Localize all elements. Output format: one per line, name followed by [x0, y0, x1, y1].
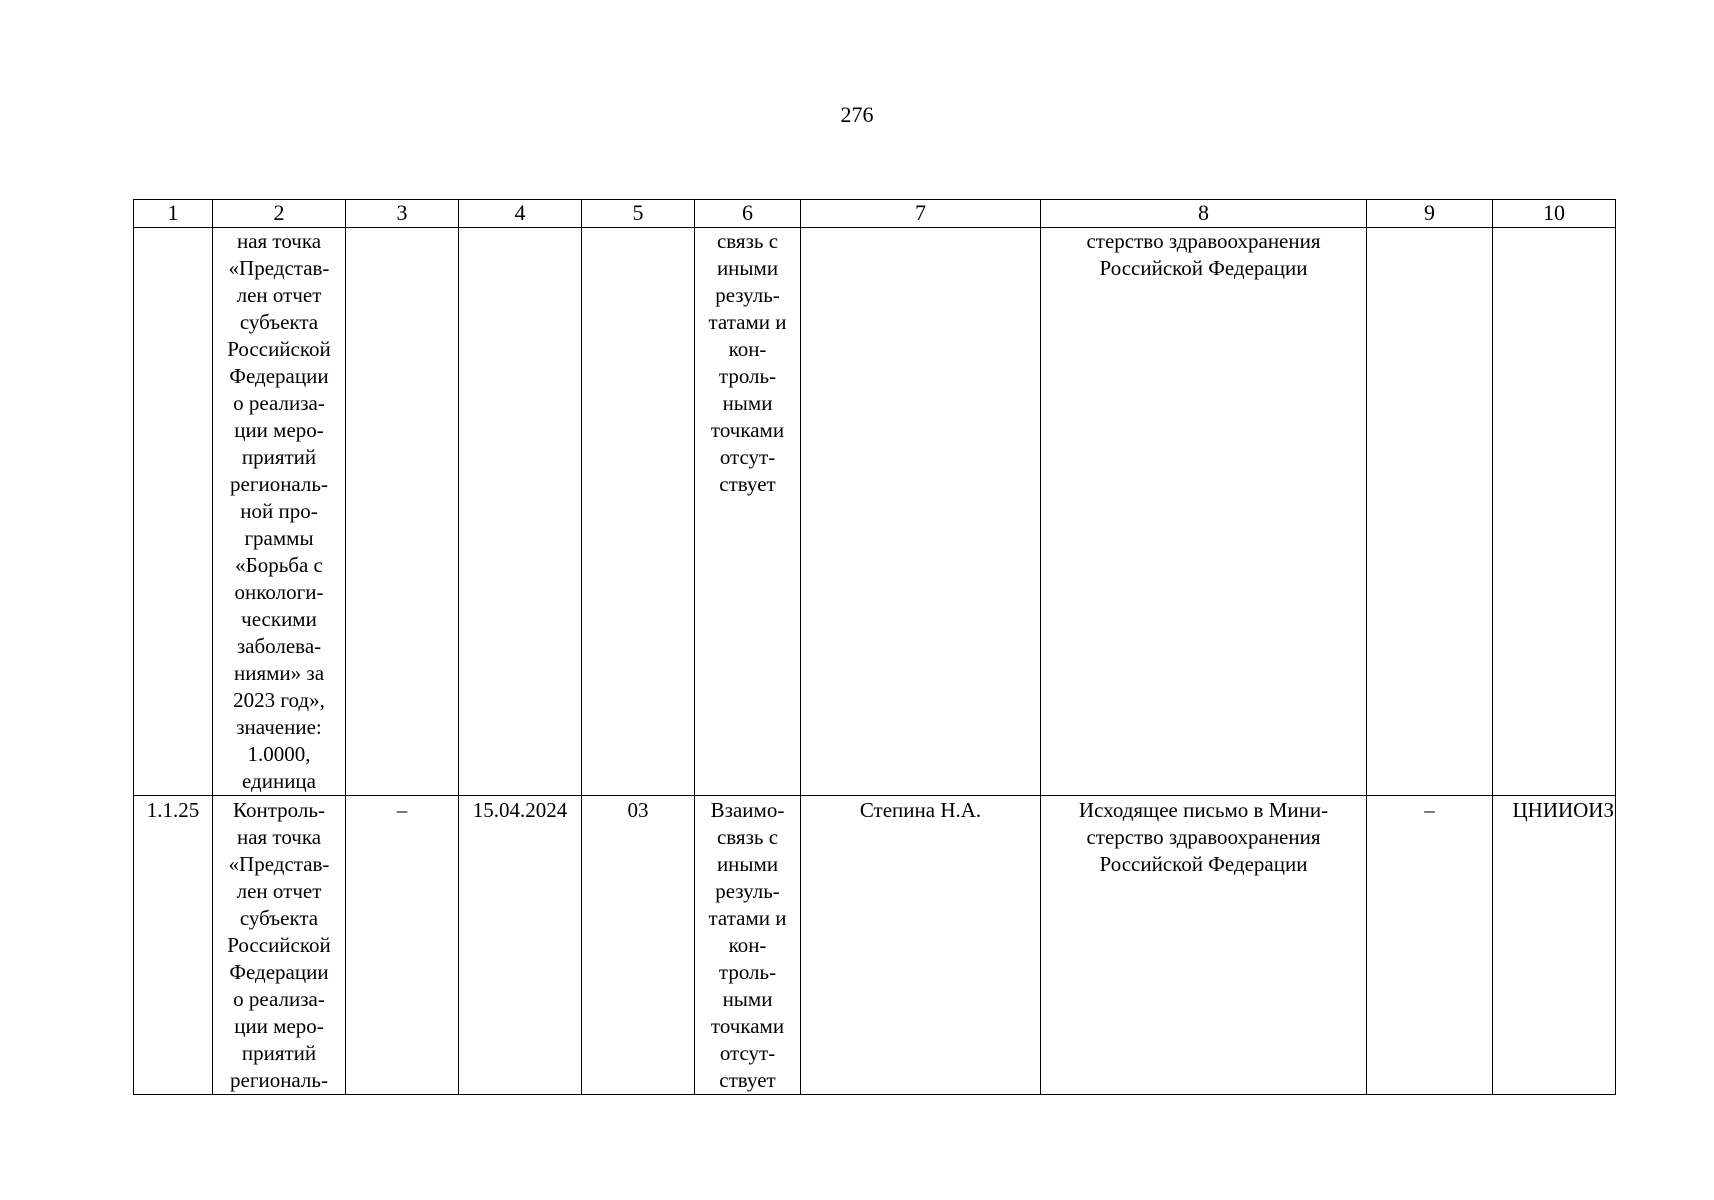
table-row: [134, 228, 1616, 796]
document-cell: стерство здравоохранения Российской Федерации: [1041, 228, 1367, 796]
header-cell-1: 1: [134, 200, 213, 228]
code-cell: [582, 228, 695, 796]
organization-cell: [1493, 228, 1616, 796]
header-cell-9: 9: [1367, 200, 1493, 228]
header-cell-8: 8: [1041, 200, 1367, 228]
relation-cell: Взаимо- связь с иными резуль- татами и кон- троль- ными точками отсут- ствует: [695, 796, 801, 1095]
header-cell-3: 3: [346, 200, 459, 228]
code-cell: 03: [582, 796, 695, 1095]
relation-cell: связь с иными резуль- татами и кон- троль- ными точками отсут- ствует: [695, 228, 801, 796]
header-cell-4: 4: [459, 200, 582, 228]
row-number-cell: [134, 228, 213, 796]
header-row: [134, 200, 1616, 228]
name-cell: ная точка «Представ- лен отчет субъекта Российской Федерации о реализа- ции меро- приятий региональ- ной про- граммы «Борьба с онкологи- ческими заболева- ниями» за 2023 год», значение: 1.0000, единица: [213, 228, 346, 796]
responsible-cell: [801, 228, 1041, 796]
document-table: [133, 199, 1616, 1095]
document-cell: Исходящее письмо в Мини- стерство здравоохранения Российской Федерации: [1041, 796, 1367, 1095]
row-number-cell: 1.1.25: [134, 796, 213, 1095]
date-cell: [459, 228, 582, 796]
column-3-cell: –: [346, 796, 459, 1095]
header-cell-2: 2: [213, 200, 346, 228]
table-row: [134, 796, 1616, 1095]
name-cell: Контроль- ная точка «Представ- лен отчет субъекта Российской Федерации о реализа- ции меро- приятий региональ-: [213, 796, 346, 1095]
date-cell: 15.04.2024: [459, 796, 582, 1095]
column-9-cell: [1367, 228, 1493, 796]
organization-cell: ЦНИИОИЗ: [1493, 796, 1616, 1095]
header-cell-6: 6: [695, 200, 801, 228]
column-3-cell: [346, 228, 459, 796]
page-number: 276: [840, 102, 874, 127]
responsible-cell: Степина Н.А.: [801, 796, 1041, 1095]
header-cell-5: 5: [582, 200, 695, 228]
header-cell-10: 10: [1493, 200, 1616, 228]
column-9-cell: –: [1367, 796, 1493, 1095]
header-cell-7: 7: [801, 200, 1041, 228]
